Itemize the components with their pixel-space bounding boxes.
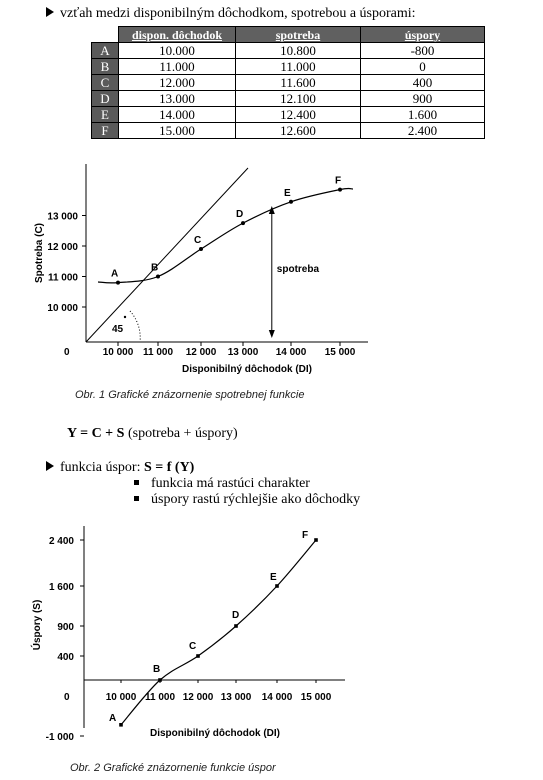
header-consumption: spotreba (236, 27, 361, 43)
data-point (234, 624, 238, 628)
figure2-caption: Obr. 2 Grafické znázornenie funkcie úspor (70, 762, 276, 774)
table-row (92, 59, 485, 75)
point-label: D (232, 610, 240, 621)
y-tick-label: 1 600 (48, 582, 74, 593)
origin-label: 0 (64, 347, 70, 358)
x-axis-label: Disponibilný dôchodok (DI) (150, 728, 280, 739)
y-tick-label: 13 000 (47, 211, 78, 223)
table-row (92, 75, 485, 91)
cell-savings: 0 (361, 59, 485, 75)
x-tick-label: 13 000 (227, 347, 259, 358)
data-point (338, 188, 342, 192)
row-label: B (92, 59, 119, 75)
x-tick-label: 13 000 (220, 692, 252, 703)
cell-income: 13.000 (119, 91, 236, 107)
data-point (199, 247, 203, 251)
sub-bullet (134, 492, 360, 508)
x-tick-label: 12 000 (182, 692, 214, 703)
x-tick-label: 11 000 (142, 347, 174, 358)
point-label: C (189, 641, 197, 652)
data-point (275, 584, 279, 588)
data-point (196, 654, 200, 658)
cell-savings: 2.400 (361, 123, 485, 139)
annotation-label: spotreba (276, 264, 320, 275)
table-row (92, 107, 485, 123)
header-savings: úspory (361, 27, 485, 43)
y-axis-label: Úspory (S) (32, 599, 43, 651)
table-row (92, 91, 485, 107)
y-tick-label: 12 000 (47, 242, 78, 253)
identity-formula: Y = C + S (67, 426, 125, 441)
data-point (158, 678, 162, 682)
point-label: C (194, 235, 202, 247)
arrow-head-down (269, 330, 275, 338)
x-tick-label: 10 000 (102, 347, 134, 358)
x-tick-label: 12 000 (185, 347, 217, 358)
row-label: C (92, 75, 119, 91)
origin-label: 0 (64, 692, 70, 703)
y-tick-label: 400 (57, 652, 74, 663)
cell-consumption: 10.800 (236, 43, 361, 59)
y-tick-label: -1 000 (45, 732, 74, 743)
savings-bullet (46, 460, 194, 476)
cell-savings: -800 (361, 43, 485, 59)
row-label: E (92, 107, 119, 123)
data-point (314, 538, 318, 542)
table-corner (92, 27, 119, 43)
point-label: E (270, 572, 277, 583)
cell-savings: 400 (361, 75, 485, 91)
point-label: A (111, 268, 119, 280)
x-tick-label: 15 000 (300, 692, 332, 703)
data-point (116, 281, 120, 285)
cell-income: 10.000 (119, 43, 236, 59)
data-point (289, 200, 293, 204)
cell-consumption: 12.600 (236, 123, 361, 139)
cell-consumption: 11.000 (236, 59, 361, 75)
angle-label: 45 (112, 324, 124, 335)
angle-dot (124, 316, 126, 318)
cell-consumption: 12.100 (236, 91, 361, 107)
arrow-bullet-icon (46, 461, 54, 471)
header-income: dispon. dôchodok (119, 27, 236, 43)
cell-income: 11.000 (119, 59, 236, 75)
square-bullet-icon (134, 496, 139, 501)
row-label: A (92, 43, 119, 59)
cell-consumption: 11.600 (236, 75, 361, 91)
table-header-row (92, 27, 485, 43)
intro-text: vzťah medzi disponibilným dôchodkom, spotrebou a úsporami: (60, 6, 416, 21)
y-axis-label: Spotreba (C) (34, 223, 45, 283)
x-tick-label: 15 000 (324, 347, 356, 358)
row-label: F (92, 123, 119, 139)
cell-savings: 900 (361, 91, 485, 107)
point-label: F (335, 175, 342, 187)
reference-45-line (86, 168, 248, 342)
point-label: A (109, 712, 117, 724)
y-tick-label: 900 (57, 622, 74, 633)
cell-income: 12.000 (119, 75, 236, 91)
sub-bullet-text: úspory rastú rýchlejšie ako dôchodky (151, 492, 361, 507)
cell-income: 14.000 (119, 107, 236, 123)
x-tick-label: 11 000 (144, 692, 176, 703)
x-axis-label: Disponibilný dôchodok (DI) (182, 364, 312, 375)
x-tick-label: 14 000 (275, 347, 307, 358)
point-label: F (302, 530, 309, 541)
point-label: E (284, 187, 291, 199)
savings-chart (0, 520, 543, 760)
identity-line (67, 426, 238, 442)
point-label: D (236, 209, 244, 221)
data-point (241, 221, 245, 225)
sub-bullet-text: funkcia má rastúci charakter (151, 476, 310, 491)
intro-bullet (46, 6, 416, 22)
savings-bullet-prefix: funkcia úspor: (60, 460, 144, 475)
point-label: B (151, 262, 159, 274)
savings-formula: S = f (Y) (143, 460, 195, 475)
data-table (91, 26, 485, 139)
y-tick-label: 10 000 (47, 303, 78, 314)
point-label: B (153, 664, 161, 675)
data-point (119, 723, 123, 727)
consumption-chart (0, 150, 543, 410)
cell-consumption: 12.400 (236, 107, 361, 123)
table-row (92, 123, 485, 139)
y-tick-label: 11 000 (47, 272, 78, 284)
identity-desc: (spotreba + úspory) (124, 426, 238, 441)
angle-arc (130, 311, 140, 342)
figure1-caption: Obr. 1 Grafické znázornenie spotrebnej funkcie (75, 389, 305, 401)
table-row (92, 43, 485, 59)
x-tick-label: 10 000 (105, 692, 137, 703)
sub-bullet (134, 476, 310, 492)
row-label: D (92, 91, 119, 107)
data-point (156, 275, 160, 279)
cell-savings: 1.600 (361, 107, 485, 123)
cell-income: 15.000 (119, 123, 236, 139)
x-tick-label: 14 000 (261, 692, 293, 703)
y-tick-label: 2 400 (48, 536, 74, 547)
arrow-bullet-icon (46, 7, 54, 17)
square-bullet-icon (134, 480, 139, 485)
